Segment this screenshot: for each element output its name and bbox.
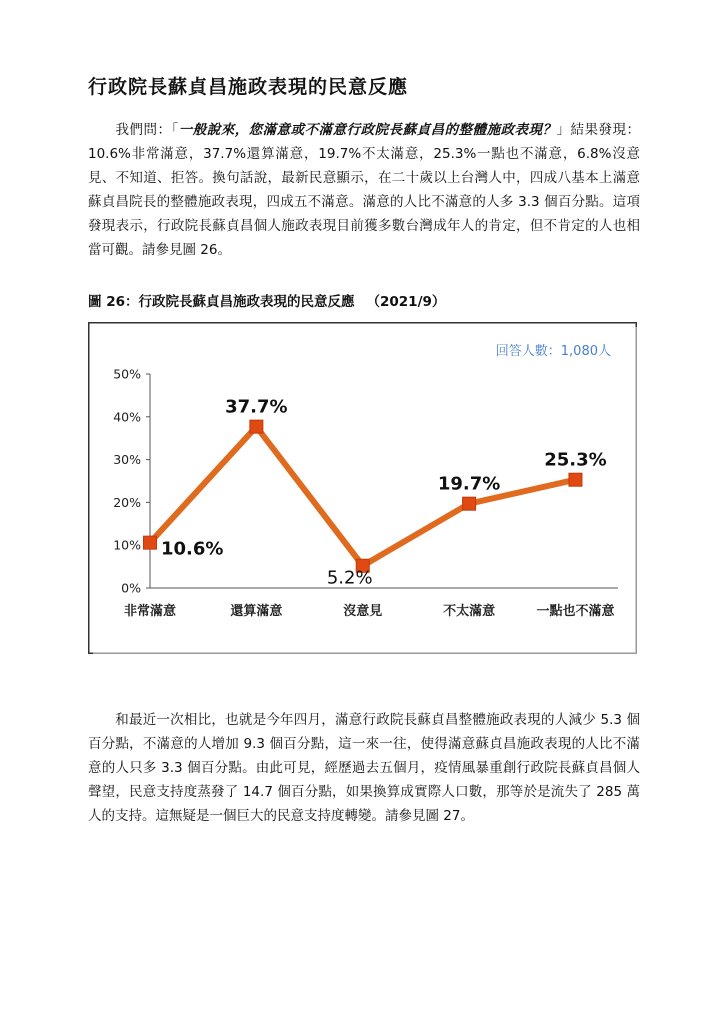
data-point-marker (569, 473, 582, 486)
y-tick-label: 0% (121, 580, 141, 596)
paragraph-2 (88, 708, 640, 828)
x-tick-label: 沒意見 (343, 604, 383, 619)
data-label: 19.7% (437, 473, 501, 495)
question-prefix: 我們問：「 (115, 122, 179, 138)
data-label: 37.7% (225, 396, 288, 418)
x-tick-label: 一點也不滿意 (536, 604, 615, 619)
paragraph-1-body: 」結果發現：10.6%非常滿意，37.7%還算滿意，19.7%不太滿意，25.3%一點也不滿意，6.8%沒意見、不知道、拒答。換句話說，最新民意顯示，在二十歲以上台灣人中，四成八基本上滿意蘇貞昌院長的整體施政表現，四成五不滿意。滿意的人比不滿意的人多 3.3 個百分點。這項發現表示，行政院長蘇貞昌個人施政表現目前獲多數台灣成年人的肯定，但不肯定的人也相當可觀。請參見圖 26。 (88, 122, 641, 258)
page-title: 行政院長蘇貞昌施政表現的民意反應 (88, 76, 409, 98)
data-point-marker (144, 536, 157, 549)
figure-caption (88, 290, 445, 310)
y-tick-label: 20% (113, 494, 141, 510)
chart-container (88, 322, 637, 654)
x-tick-label: 不太滿意 (443, 604, 496, 619)
paragraph-2-body: 和最近一次相比，也就是今年四月，滿意行政院長蘇貞昌整體施政表現的人減少 5.3 個百分點，不滿意的人增加 9.3 個百分點，這一來一往，使得滿意蘇貞昌施政表現的人比不滿意的人只多 3.3 個百分點。由此可見，經歷過去五個月，疫情風暴重創行政院長蘇貞昌個人聲望，民意支持度蒸發了 14.7 個百分點，如果換算成實際人口數，那等於是流失了 285 萬人的支持。這無疑是一個巨大的民意支持度轉變。請參見圖 27。 (88, 712, 640, 824)
figure-caption-text: 圖 26：行政院長蘇貞昌施政表現的民意反應 (88, 294, 355, 310)
data-point-marker (463, 497, 476, 510)
line-chart (88, 322, 637, 654)
y-tick-label: 40% (113, 409, 141, 425)
figure-date: （2021/9） (366, 294, 446, 310)
survey-question: 一般說來，您滿意或不滿意行政院長蘇貞昌的整體施政表現？ (178, 122, 557, 138)
y-tick-label: 10% (113, 537, 141, 553)
data-label: 5.2% (326, 567, 373, 589)
paragraph-1 (88, 118, 640, 262)
data-point-marker (250, 420, 263, 433)
data-label: 25.3% (544, 449, 607, 471)
data-label: 10.6% (161, 538, 224, 560)
y-tick-label: 50% (113, 366, 141, 382)
respondent-count-label: 回答人數：1,080人 (495, 344, 611, 359)
y-tick-label: 30% (113, 452, 141, 468)
x-tick-label: 非常滿意 (123, 604, 177, 619)
x-tick-label: 還算滿意 (230, 604, 283, 619)
